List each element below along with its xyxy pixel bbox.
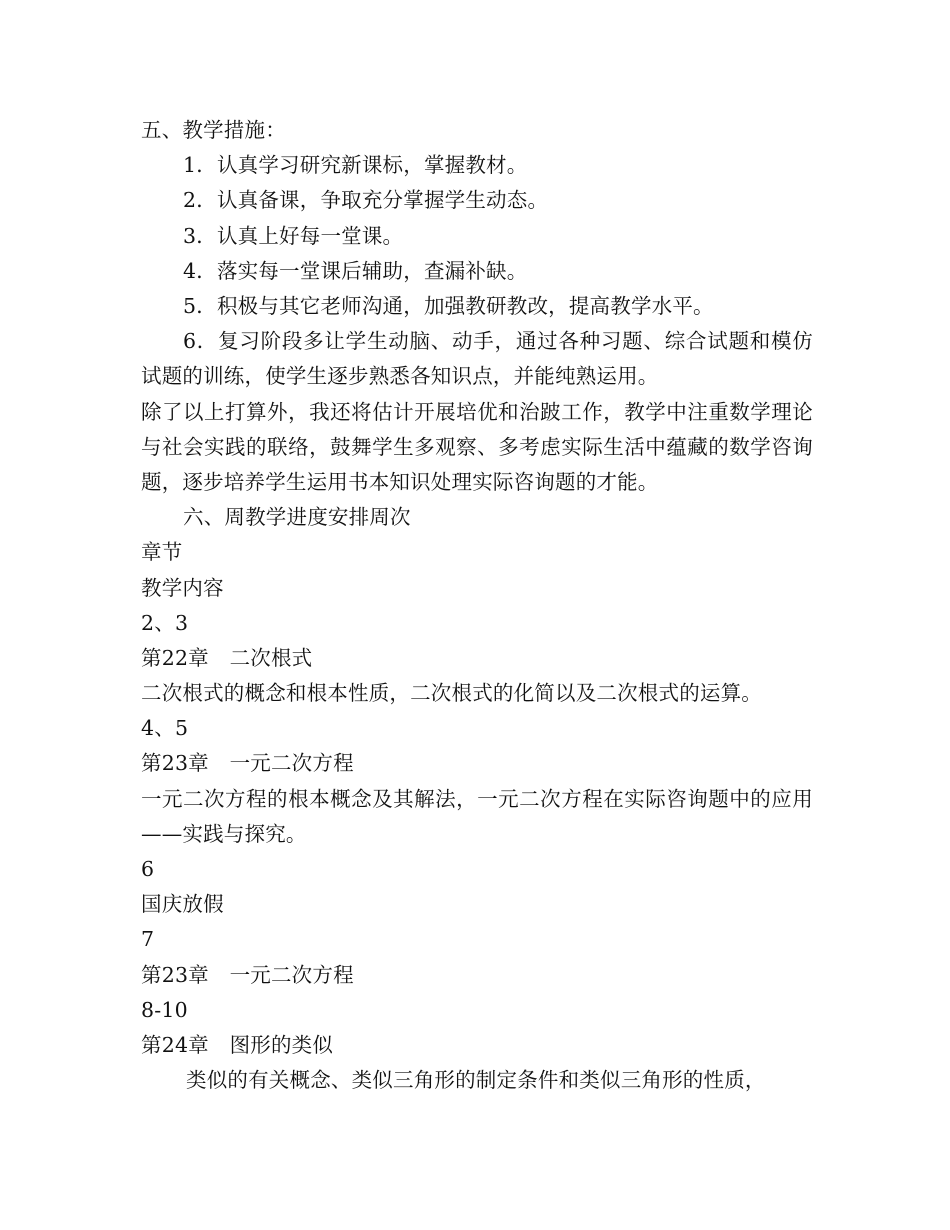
schedule-chapter: 国庆放假: [141, 892, 224, 917]
measure-item-6: 6．复习阶段多让学生动脑、动手，通过各种习题、综合试题和模仿试题的训练，使学生逐步熟悉各知识点，并能纯熟运用。: [141, 329, 813, 389]
schedule-weeks: 2、3: [141, 610, 189, 635]
document-body: [141, 113, 813, 1098]
schedule-weeks: 8-10: [141, 997, 188, 1022]
schedule-chapter: 第22章 二次根式: [141, 645, 313, 670]
section-heading-weekly-schedule: 六、周教学进度安排周次: [183, 505, 411, 530]
schedule-weeks: 6: [141, 857, 155, 882]
schedule-weeks: 7: [141, 927, 155, 952]
section-heading-teaching-measures: 五、教学措施：: [141, 118, 286, 142]
schedule-chapter: 第23章 一元二次方程: [141, 751, 354, 776]
schedule-content: 类似的有关概念、类似三角形的制定条件和类似三角形的性质，: [186, 1068, 766, 1093]
schedule-weeks: 4、5: [141, 716, 189, 741]
column-header-content: 教学内容: [141, 575, 224, 600]
measure-item-4: 4．落实每一堂课后辅助，查漏补缺。: [183, 258, 528, 283]
measure-item-5: 5．积极与其它老师沟通，加强教研教改，提高教学水平。: [183, 293, 714, 318]
summary-paragraph: 除了以上打算外，我还将估计开展培优和治跛工作，教学中注重数学理论与社会实践的联络，鼓舞学生多观察、多考虑实际生活中蕴藏的数学咨询题，逐步培养学生运用书本知识处理实际咨询题的才能。: [141, 399, 813, 494]
measure-item-1: 1．认真学习研究新课标，掌握教材。: [183, 153, 528, 178]
schedule-content: 一元二次方程的根本概念及其解法，一元二次方程在实际咨询题中的应用——实践与探究。: [141, 786, 813, 846]
schedule-chapter: 第23章 一元二次方程: [141, 962, 354, 987]
schedule-chapter: 第24章 图形的类似: [141, 1033, 334, 1057]
schedule-content: 二次根式的概念和根本性质，二次根式的化简以及二次根式的运算。: [141, 681, 762, 706]
measure-item-2: 2．认真备课，争取充分掌握学生动态。: [183, 188, 549, 213]
column-header-chapter: 章节: [141, 540, 183, 565]
measure-item-3: 3．认真上好每一堂课。: [183, 223, 404, 248]
